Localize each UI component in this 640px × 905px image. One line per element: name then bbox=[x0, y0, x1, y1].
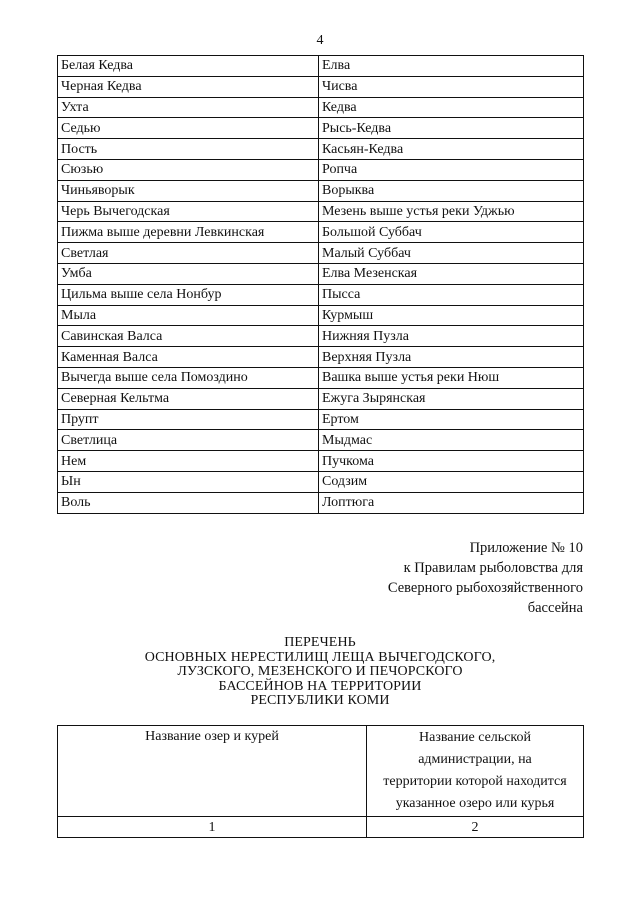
river-name-right: Ежуга Зырянская bbox=[319, 388, 584, 409]
title-line: РЕСПУБЛИКИ КОМИ bbox=[250, 693, 390, 708]
river-name-left: Вычегда выше села Помоздино bbox=[58, 367, 319, 388]
table-row bbox=[58, 388, 584, 409]
table-row bbox=[58, 159, 584, 180]
river-name-right: Рысь-Кедва bbox=[319, 118, 584, 139]
table-row bbox=[58, 201, 584, 222]
river-name-left: Пость bbox=[58, 139, 319, 160]
river-name-right: Верхняя Пузла bbox=[319, 347, 584, 368]
river-name-left: Ухта bbox=[58, 97, 319, 118]
river-name-right: Малый Суббач bbox=[319, 243, 584, 264]
table-row bbox=[58, 284, 584, 305]
lakes-header-name: Название озер и курей bbox=[58, 726, 367, 817]
table-row bbox=[58, 367, 584, 388]
table-row bbox=[58, 492, 584, 513]
table-row bbox=[58, 222, 584, 243]
river-name-left: Воль bbox=[58, 492, 319, 513]
appendix-line: к Правилам рыболовства для bbox=[403, 560, 583, 576]
rivers-table bbox=[57, 55, 584, 514]
river-name-right: Елва bbox=[319, 56, 584, 77]
table-row bbox=[58, 451, 584, 472]
river-name-left: Сюзью bbox=[58, 159, 319, 180]
river-name-left: Белая Кедва bbox=[58, 56, 319, 77]
river-name-right: Вашка выше устья реки Нюш bbox=[319, 367, 584, 388]
river-name-right: Ропча bbox=[319, 159, 584, 180]
river-name-left: Умба bbox=[58, 263, 319, 284]
river-name-left: Цильма выше села Нонбур bbox=[58, 284, 319, 305]
river-name-left: Пижма выше деревни Левкинская bbox=[58, 222, 319, 243]
river-name-right: Пысса bbox=[319, 284, 584, 305]
column-number: 1 bbox=[58, 817, 367, 838]
header-line: территории которой находится bbox=[383, 774, 567, 789]
river-name-left: Северная Кельтма bbox=[58, 388, 319, 409]
river-name-left: Седью bbox=[58, 118, 319, 139]
table-row bbox=[58, 263, 584, 284]
header-line: указанное озеро или курья bbox=[395, 796, 555, 811]
table-row bbox=[58, 326, 584, 347]
appendix-line: Северного рыбохозяйственного bbox=[387, 580, 583, 596]
table-row bbox=[58, 409, 584, 430]
river-name-right: Лоптюга bbox=[319, 492, 584, 513]
appendix-line: бассейна bbox=[527, 600, 583, 616]
appendix-line: Приложение № 10 bbox=[469, 540, 583, 556]
river-name-right: Большой Суббач bbox=[319, 222, 584, 243]
river-name-right: Мыдмас bbox=[319, 430, 584, 451]
river-name-left: Прупт bbox=[58, 409, 319, 430]
table-row bbox=[58, 56, 584, 77]
table-row bbox=[58, 180, 584, 201]
table-row bbox=[58, 471, 584, 492]
river-name-left: Чиньяворык bbox=[58, 180, 319, 201]
river-name-left: Светлица bbox=[58, 430, 319, 451]
lakes-table-header-row bbox=[58, 726, 584, 817]
river-name-left: Нем bbox=[58, 451, 319, 472]
river-name-right: Пучкома bbox=[319, 451, 584, 472]
river-name-left: Черная Кедва bbox=[58, 76, 319, 97]
table-row bbox=[58, 347, 584, 368]
title-line: ЛУЗСКОГО, МЕЗЕНСКОГО И ПЕЧОРСКОГО bbox=[177, 664, 463, 679]
river-name-right: Кедва bbox=[319, 97, 584, 118]
document-title bbox=[100, 636, 540, 709]
river-name-left: Светлая bbox=[58, 243, 319, 264]
river-name-right: Елва Мезенская bbox=[319, 263, 584, 284]
river-name-right: Касьян-Кедва bbox=[319, 139, 584, 160]
river-name-right: Курмыш bbox=[319, 305, 584, 326]
river-name-right: Чисва bbox=[319, 76, 584, 97]
river-name-left: Черь Вычегодская bbox=[58, 201, 319, 222]
lakes-table bbox=[57, 725, 584, 838]
title-line: ПЕРЕЧЕНЬ bbox=[284, 635, 356, 650]
table-row bbox=[58, 305, 584, 326]
river-name-left: Ын bbox=[58, 471, 319, 492]
river-name-left: Савинская Валса bbox=[58, 326, 319, 347]
table-row bbox=[58, 76, 584, 97]
river-name-left: Каменная Валса bbox=[58, 347, 319, 368]
appendix-header bbox=[323, 538, 583, 618]
header-line: администрации, на bbox=[418, 752, 532, 767]
river-name-right: Содзим bbox=[319, 471, 584, 492]
title-line: БАССЕЙНОВ НА ТЕРРИТОРИИ bbox=[218, 678, 422, 694]
table-row bbox=[58, 139, 584, 160]
river-name-right: Ворыква bbox=[319, 180, 584, 201]
column-number: 2 bbox=[367, 817, 584, 838]
river-name-right: Мезень выше устья реки Уджью bbox=[319, 201, 584, 222]
river-name-right: Ертом bbox=[319, 409, 584, 430]
table-row bbox=[58, 243, 584, 264]
lakes-header-administration bbox=[367, 726, 584, 817]
lakes-table-number-row bbox=[58, 817, 584, 838]
table-row bbox=[58, 97, 584, 118]
header-line: Название сельской bbox=[419, 730, 531, 745]
river-name-right: Нижняя Пузла bbox=[319, 326, 584, 347]
rivers-table-body bbox=[58, 56, 584, 514]
table-row bbox=[58, 430, 584, 451]
table-row bbox=[58, 118, 584, 139]
title-line: ОСНОВНЫХ НЕРЕСТИЛИЩ ЛЕЩА ВЫЧЕГОДСКОГО, bbox=[144, 649, 496, 665]
river-name-left: Мыла bbox=[58, 305, 319, 326]
page-number: 4 bbox=[316, 33, 324, 48]
